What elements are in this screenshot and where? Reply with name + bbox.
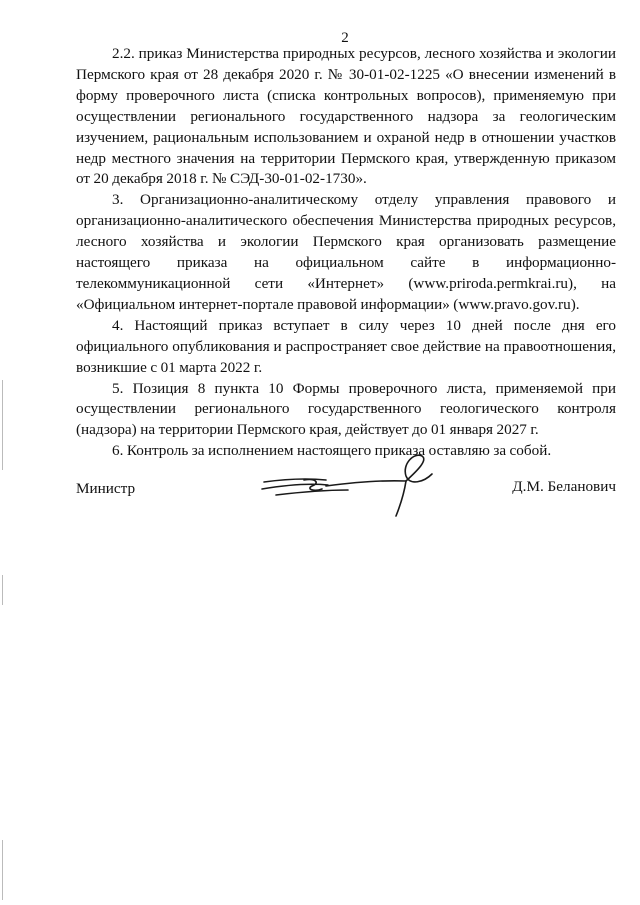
paragraph-2-2: 2.2. приказ Министерства природных ресурсов, лесного хозяйства и экологии Пермского края от 28 декабря 2020 г. № 30-01-02-1225 «О внесении изменений в форму проверочного листа (списка контрольных вопросов), применяемую при осуществлении регионального государственного надзора за геологическим изучением, рациональным использованием и охраной недр в отношении участков недр местного значения на территории Пермского края, утвержденную приказом от 20 декабря 2018 г. № СЭД-30-01-02-1730».	[76, 45, 616, 188]
scan-edge-mark	[2, 575, 3, 605]
document-body	[76, 44, 616, 462]
paragraph-5: 5. Позиция 8 пункта 10 Формы проверочного листа, применяемой при осуществлении регионального государственного геологического контроля (надзора) на территории Пермского края, действует до 01 января 2027 г.	[76, 379, 616, 439]
page-number: 2	[341, 30, 349, 46]
paragraph-3: 3. Организационно-аналитическому отделу управления правового и организационно-аналитического обеспечения Министерства природных ресурсов, лесного хозяйства и экологии Пермского края организовать размещение настоящего приказа на официальном сайте в информационно-телекоммуникационной сети «Интернет» (www.priroda.permkrai.ru), на «Официальном интернет-портале правовой информации» (www.pravo.gov.ru).	[76, 191, 616, 313]
handwritten-signature	[256, 452, 456, 522]
paragraph-6: 6. Контроль за исполнением настоящего приказа оставляю за собой.	[112, 442, 552, 460]
signature-block	[76, 452, 616, 532]
paragraph-4: 4. Настоящий приказ вступает в силу через 10 дней после дня его официального опубликования и распространяет свое действие на правоотношения, возникшие с 01 марта 2022 г.	[76, 316, 616, 376]
scan-edge-mark	[2, 380, 3, 470]
signer-name: Д.М. Беланович	[512, 478, 616, 495]
scan-edge-mark	[2, 840, 3, 900]
position-title: Министр	[76, 480, 136, 497]
